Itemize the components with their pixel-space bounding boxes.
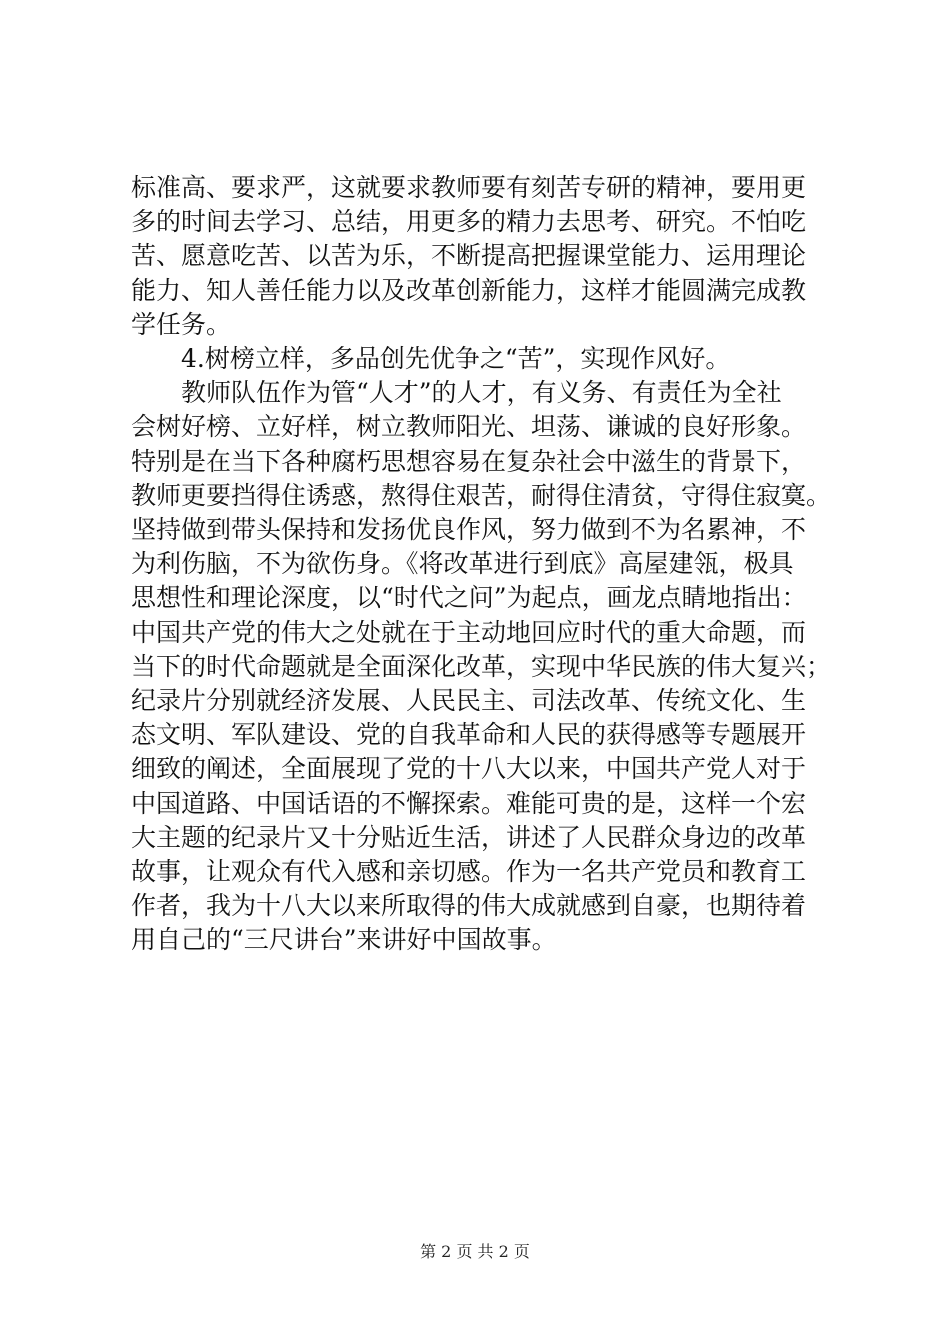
text-line: 特别是在当下各种腐朽思想容易在复杂社会中滋生的背景下，	[131, 446, 807, 476]
paragraph-p1	[131, 171, 821, 342]
text-line: 为利伤脑，不为欲伤身。《将改革进行到底》高屋建瓴，极具	[131, 549, 794, 579]
text-line: 学任务。	[131, 309, 232, 339]
text-line: 中国共产党的伟大之处就在于主动地回应时代的重大命题，而	[131, 617, 807, 647]
text-line: 中国道路、中国话语的不懈探索。难能可贵的是，这样一个宏	[131, 788, 807, 818]
text-line: 能力、知人善任能力以及改革创新能力，这样才能圆满完成教	[131, 275, 807, 305]
page-footer: 第 2 页 共 2 页	[420, 1242, 530, 1261]
text-line: 教师队伍作为管“人才”的人才，有义务、有责任为全社	[181, 378, 782, 408]
text-line: 会树好榜、立好样，树立教师阳光、坦荡、谦诚的良好形象。	[131, 412, 807, 442]
text-line: 坚持做到带头保持和发扬优良作风，努力做到不为名累神，不	[131, 515, 807, 545]
text-line: 作者，我为十八大以来所取得的伟大成就感到自豪，也期待着	[131, 891, 807, 921]
text-line: 标准高、要求严，这就要求教师要有刻苦专研的精神，要用更	[131, 173, 807, 202]
paragraph-p3	[131, 376, 832, 957]
text-line: 纪录片分别就经济发展、人民民主、司法改革、传统文化、生	[131, 686, 807, 716]
paragraph-p2	[131, 342, 821, 376]
text-line: 苦、愿意吃苦、以苦为乐，不断提高把握课堂能力、运用理论	[131, 241, 807, 271]
document-body	[131, 171, 832, 958]
text-line: 4.树榜立样，多品创先优争之“苦”，实现作风好。	[181, 344, 731, 374]
text-line: 当下的时代命题就是全面深化改革，实现中华民族的伟大复兴；	[131, 651, 832, 681]
text-line: 思想性和理论深度，以“时代之问”为起点，画龙点睛地指出：	[131, 583, 807, 613]
text-line: 教师更要挡得住诱惑，熬得住艰苦，耐得住清贫，守得住寂寞。	[131, 480, 832, 510]
text-line: 多的时间去学习、总结，用更多的精力去思考、研究。不怕吃	[131, 207, 807, 237]
text-line: 故事，让观众有代入感和亲切感。作为一名共产党员和教育工	[131, 857, 807, 887]
text-line: 细致的阐述，全面展现了党的十八大以来，中国共产党人对于	[131, 754, 807, 784]
text-line: 用自己的“三尺讲台”来讲好中国故事。	[131, 925, 557, 955]
text-line: 大主题的纪录片又十分贴近生活，讲述了人民群众身边的改革	[131, 822, 807, 852]
text-line: 态文明、军队建设、党的自我革命和人民的获得感等专题展开	[131, 720, 807, 750]
